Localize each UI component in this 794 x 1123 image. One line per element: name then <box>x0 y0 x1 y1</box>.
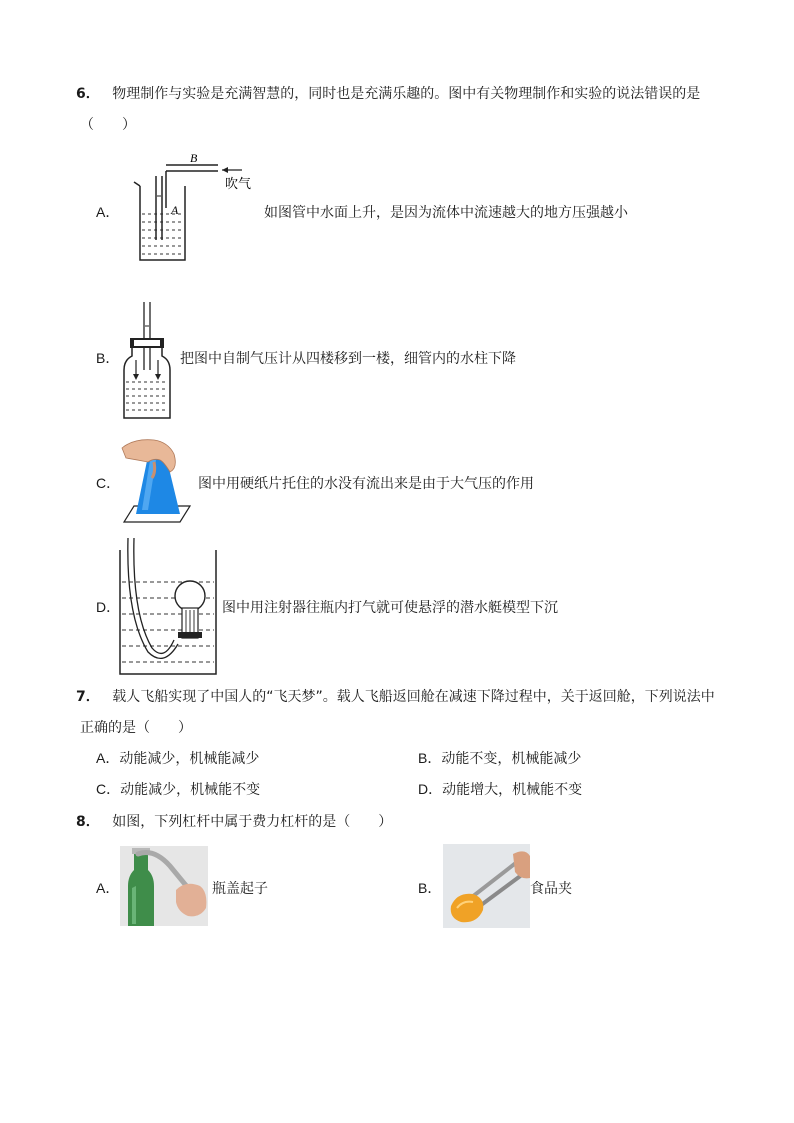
q7-number: 7． <box>76 689 100 705</box>
q8-number: 8． <box>76 814 100 830</box>
q6-option-a-text[interactable]: 如图管中水面上升，是因为流体中流速越大的地方压强越小 <box>264 205 628 221</box>
q6-figure-c-paper-cup <box>120 436 192 524</box>
q8-stem <box>76 811 392 831</box>
q7-option-c-letter: C． <box>96 781 121 797</box>
q7-option-b-letter: B． <box>418 750 442 766</box>
q7-option-d-text: 动能增大，机械能不变 <box>442 782 583 798</box>
q6-stem-line2: （ ） <box>80 117 136 133</box>
q7-option-a-letter: A． <box>96 750 120 766</box>
q8-option-a-text[interactable]: 瓶盖起子 <box>212 881 268 897</box>
q8-option-b-text[interactable]: 食品夹 <box>530 881 572 897</box>
q6-option-d-letter[interactable]: D． <box>96 599 121 615</box>
q6-stem <box>76 83 700 103</box>
q8-figure-b-food-tongs-photo <box>443 844 530 928</box>
q6-option-b-letter[interactable]: B． <box>96 350 120 366</box>
q6-stem-line1: 物理制作与实验是充满智慧的，同时也是充满乐趣的。图中有关物理制作和实验的说法错误的是 <box>112 86 701 102</box>
q6-option-c-letter[interactable]: C． <box>96 475 121 491</box>
q7-stem-line2: 正确的是（ ） <box>80 720 192 736</box>
q7-stem-line1: 载人飞船实现了中国人的“飞天梦”。载人飞船返回舱在减速下降过程中，关于返回舱，下列说法中 <box>112 689 715 705</box>
q6-figure-a-tube-experiment <box>118 148 258 263</box>
q6-figure-a-label-blow: 吹气 <box>225 177 252 192</box>
q7-option-b[interactable] <box>418 748 581 768</box>
q8-option-a-letter[interactable]: A． <box>96 880 120 896</box>
q8-stem-text: 如图，下列杠杆中属于费力杠杆的是（ ） <box>112 814 393 830</box>
q6-figure-a-label-b: B <box>190 151 198 165</box>
q6-option-d-text[interactable]: 图中用注射器往瓶内打气就可使悬浮的潜水艇模型下沉 <box>222 600 558 616</box>
q6-option-c-text[interactable]: 图中用硬纸片托住的水没有流出来是由于大气压的作用 <box>198 476 534 492</box>
q8-figure-a-bottle-opener-photo <box>120 846 208 926</box>
q7-option-c-text: 动能减少，机械能不变 <box>120 782 261 798</box>
q6-figure-a-label-a: A <box>171 203 179 217</box>
q7-option-d[interactable] <box>418 779 582 799</box>
q8-option-b-letter[interactable]: B． <box>418 880 442 896</box>
q6-option-b-text[interactable]: 把图中自制气压计从四楼移到一楼，细管内的水柱下降 <box>180 351 516 367</box>
q6-number: 6． <box>76 86 100 102</box>
q6-figure-b-barometer-bottle <box>120 300 176 422</box>
q7-stem <box>76 686 715 706</box>
q6-figure-d-submarine-model <box>118 536 220 676</box>
q7-option-b-text: 动能不变，机械能减少 <box>441 751 582 767</box>
q7-option-d-letter: D． <box>418 781 443 797</box>
q7-option-a-text: 动能减少，机械能减少 <box>119 751 260 767</box>
q7-option-a[interactable] <box>96 748 259 768</box>
q6-option-a-letter[interactable]: A． <box>96 204 120 220</box>
q7-option-c[interactable] <box>96 779 260 799</box>
